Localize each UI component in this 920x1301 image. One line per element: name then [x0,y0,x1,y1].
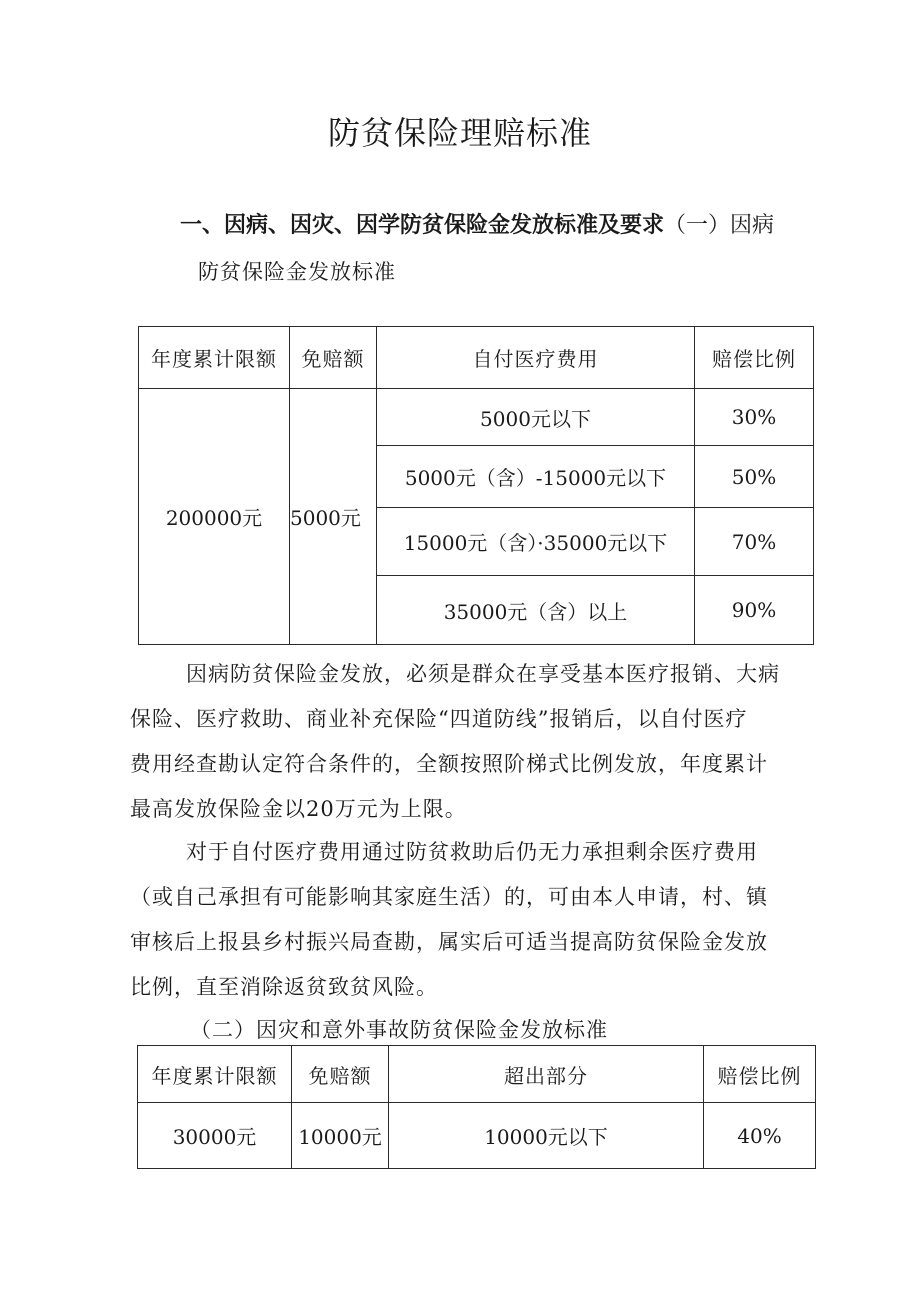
header-self-paid-cost: 自付医疗费用 [377,327,695,389]
paragraph-line: 比例，直至消除返贫致贫风险。 [130,975,438,999]
table-header-row [138,1046,816,1103]
header-annual-limit: 年度累计限额 [139,327,290,389]
range-cell: 10000元以下 [389,1103,704,1169]
paragraph-illness-payout [130,652,810,832]
ratio-cell: 30% [695,389,814,446]
illness-standard-table [138,326,814,645]
ratio-cell: 40% [704,1103,816,1169]
paragraph-line: 因病防贫保险金发放，必须是群众在享受基本医疗报销、大病 [186,662,780,686]
table-row [139,389,814,446]
header-ratio: 赔偿比例 [695,327,814,389]
ratio-cell: 50% [695,446,814,508]
section1-heading-bold: 一、因病、因灾、因学防贫保险金发放标准及要求 [180,213,665,238]
ratio-cell: 70% [695,508,814,576]
table-header-row [139,327,814,389]
section1-heading [180,208,774,239]
range-cell: 15000元（含）·35000元以下 [377,508,695,576]
header-deductible: 免赔额 [290,327,377,389]
paragraph-higher-ratio [130,830,810,1010]
range-cell: 5000元（含）-15000元以下 [377,446,695,508]
annual-limit-cell: 30000元 [138,1103,292,1169]
header-excess-amount: 超出部分 [389,1046,704,1103]
table-row [138,1103,816,1169]
section2-heading: （二）因灾和意外事故防贫保险金发放标准 [190,1018,608,1042]
header-annual-limit: 年度累计限额 [138,1046,292,1103]
disaster-standard-table [137,1045,816,1169]
paragraph-line: 最高发放保险金以20万元为上限。 [130,797,467,821]
paragraph-line: 费用经查勘认定符合条件的，全额按照阶梯式比例发放，年度累计 [130,752,768,776]
annual-limit-cell: 200000元 [139,389,290,645]
paragraph-line: 审核后上报县乡村振兴局查勘，属实后可适当提高防贫保险金发放 [130,930,768,954]
section1-heading-rest: （一）因病 [664,213,775,238]
header-deductible: 免赔额 [292,1046,389,1103]
document-title: 防贫保险理赔标准 [327,114,592,152]
paragraph-line: 对于自付医疗费用通过防贫救助后仍无力承担剩余医疗费用 [186,840,758,864]
range-cell: 35000元（含）以上 [377,576,695,645]
section1-subheading: 防贫保险金发放标准 [198,260,396,284]
deductible-cell: 10000元 [292,1103,389,1169]
header-ratio: 赔偿比例 [704,1046,816,1103]
paragraph-line: （或自己承担有可能影响其家庭生活）的，可由本人申请，村、镇 [130,885,768,909]
paragraph-line: 保险、医疗救助、商业补充保险“四道防线”报销后，以自付医疗 [130,707,748,731]
ratio-cell: 90% [695,576,814,645]
deductible-cell: 5000元 [290,389,377,645]
range-cell: 5000元以下 [377,389,695,446]
